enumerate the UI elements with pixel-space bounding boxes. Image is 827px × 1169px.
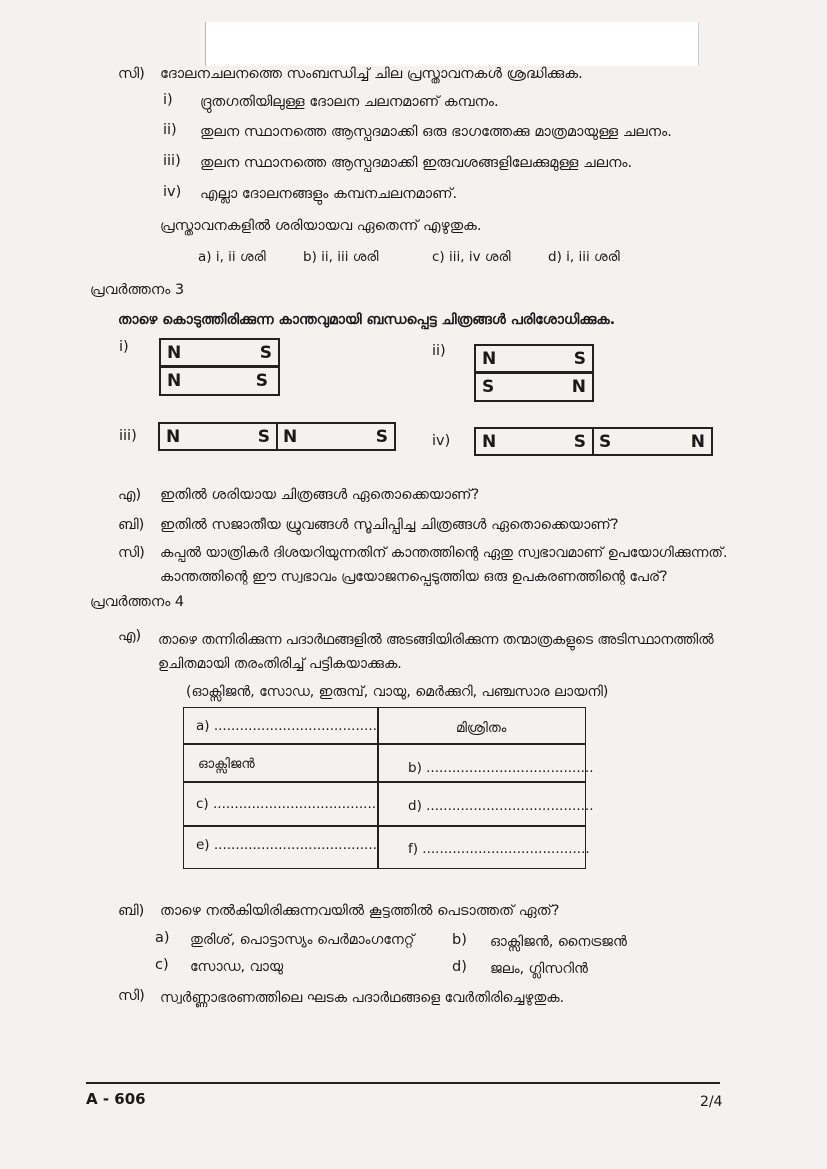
question-label: സി) <box>118 988 145 1004</box>
question-text: ഇതിൽ ശരിയായ ചിത്രങ്ങൾ ഏതൊക്കെയാണ്? <box>160 487 480 503</box>
question-label: ബി) <box>118 517 145 533</box>
magnet-bar <box>474 372 594 402</box>
classification-table <box>183 707 594 869</box>
question-label: എ) <box>118 628 142 644</box>
option-text: തുരിശ്, പൊട്ടാസ്യം പെർമാംഗനേറ്റ് <box>190 932 415 948</box>
q3c-instruction: പ്രസ്താവനകളിൽ ശരിയായവ ഏതെന്ന് എഴുതുക. <box>160 218 482 234</box>
question-text-continued: കാന്തത്തിന്റെ ഈ സ്വഭാവം പ്രയോജനപ്പെടുത്തിയ ഒരു ഉപകരണത്തിന്റെ പേര്? <box>160 569 668 585</box>
table-cell-c: c) ...................................... <box>196 796 377 812</box>
pole-label: S <box>255 371 268 391</box>
option-text: ഓക്സിജൻ, നൈട്രജൻ <box>490 934 627 950</box>
option-a: a) i, ii ശരി <box>198 249 266 265</box>
pole-label: N <box>482 349 497 369</box>
q3c-stem: ദോലനചലനത്തെ സംബന്ധിച്ച് ചില പ്രസ്താവനകൾ ശ്രദ്ധിക്കുക. <box>160 66 583 82</box>
page-number: 2/4 <box>700 1094 723 1110</box>
pole-label: N <box>571 377 586 397</box>
option-num: d) <box>452 959 467 975</box>
pole-label: S <box>573 349 586 369</box>
pole-label: S <box>259 343 272 363</box>
question-text: ഇതിൽ സജാതീയ ധ്രുവങ്ങൾ സൂചിപ്പിച്ച ചിത്രങ്ങൾ ഏതൊക്കെയാണ്? <box>160 517 619 533</box>
option-num: b) <box>452 932 467 948</box>
table-header-mixture: മിശ്രിതം <box>456 720 507 736</box>
pole-label: N <box>166 427 181 447</box>
question-label: സി) <box>118 545 145 561</box>
statement-text: തുലന സ്ഥാനത്തെ ആസ്പദമാക്കി ഒരു ഭാഗത്തേക്കു മാത്രമായുള്ള ചലനം. <box>200 124 672 140</box>
statement-num: iii) <box>163 153 181 169</box>
table-cell-f: f) ....................................... <box>408 841 590 857</box>
statement-num: iv) <box>163 184 182 200</box>
figure-label: iii) <box>119 428 137 444</box>
pole-label: S <box>257 427 270 447</box>
option-c: c) iii, iv ശരി <box>432 249 511 265</box>
figure-label: iv) <box>432 433 451 449</box>
substance-list: (ഓക്സിജൻ, സോഡ, ഇരുമ്പ്, വായു, മെർക്കുറി, പഞ്ചസാര ലായനി) <box>186 684 609 700</box>
statement-text: എല്ലാ ദോലനങ്ങളും കമ്പനചലനമാണ്. <box>200 186 458 202</box>
question-text-continued: ഉചിതമായി തരംതിരിച്ച് പട്ടികയാക്കുക. <box>158 656 402 672</box>
pole-label: N <box>690 432 705 452</box>
pole-label: N <box>167 343 182 363</box>
footer-rule <box>86 1082 720 1084</box>
magnet-bar <box>592 427 713 456</box>
option-num: a) <box>155 930 170 946</box>
magnet-bar <box>158 422 278 451</box>
magnet-bar <box>159 366 280 396</box>
table-cell-e: e) ...................................... <box>196 837 377 853</box>
activity4-title: പ്രവർത്തനം 4 <box>90 594 185 610</box>
statement-text: തുലന സ്ഥാനത്തെ ആസ്പദമാക്കി ഇരുവശങ്ങളിലേക്കുമുള്ള ചലനം. <box>200 155 633 171</box>
question-text: കപ്പൽ യാത്രികർ ദിശയറിയുന്നതിന് കാന്തത്തിന്റെ ഏതു സ്വഭാവമാണ് ഉപയോഗിക്കുന്നത്. <box>160 545 728 561</box>
activity3-title: പ്രവർത്തനം 3 <box>90 282 185 298</box>
statement-num: ii) <box>163 122 177 138</box>
header-blank-box <box>205 22 699 66</box>
figure-label: i) <box>119 339 129 355</box>
question-text: താഴെ തന്നിരിക്കുന്ന പദാർഥങ്ങളിൽ അടങ്ങിയിരിക്കുന്ന തന്മാത്രകളുടെ അടിസ്ഥാനത്തിൽ <box>158 632 714 648</box>
option-d: d) i, iii ശരി <box>548 249 620 265</box>
option-text: സോഡ, വായു <box>190 959 284 975</box>
q3c-label: സി) <box>118 66 145 82</box>
pole-label: S <box>573 432 586 452</box>
option-num: c) <box>155 957 169 973</box>
table-cell-oxygen: ഓക്സിജൻ <box>198 756 255 772</box>
activity3-instruction: താഴെ കൊടുത്തിരിക്കുന്ന കാന്തവുമായി ബന്ധപ്പെട്ട ചിത്രങ്ങൾ പരിശോധിക്കുക. <box>118 312 616 328</box>
pole-label: N <box>283 427 298 447</box>
table-cell-d: d) ....................................... <box>408 798 594 814</box>
question-label: എ) <box>118 487 142 503</box>
statement-text: ദ്രുതഗതിയിലുള്ള ദോലന ചലനമാണ് കമ്പനം. <box>200 94 499 110</box>
question-text: സ്വർണ്ണാഭരണത്തിലെ ഘടക പദാർഥങ്ങളെ വേർതിരിച്ചെഴുതുക. <box>160 990 565 1006</box>
question-label: ബി) <box>118 903 145 919</box>
statement-num: i) <box>163 92 173 108</box>
magnet-bar <box>474 427 594 456</box>
pole-label: N <box>167 371 182 391</box>
pole-label: S <box>375 427 388 447</box>
magnet-bar <box>276 422 396 451</box>
pole-label: S <box>599 432 612 452</box>
paper-code: A - 606 <box>86 1090 146 1108</box>
option-text: ജലം, ഗ്ലിസറിൻ <box>490 961 588 977</box>
option-b: b) ii, iii ശരി <box>303 249 379 265</box>
magnet-bar <box>159 338 280 367</box>
question-text: താഴെ നൽകിയിരിക്കുന്നവയിൽ കൂട്ടത്തിൽ പെടാത്തത് ഏത്? <box>160 903 560 919</box>
magnet-bar <box>474 344 594 373</box>
table-cell-b: b) ....................................... <box>408 760 594 776</box>
figure-label: ii) <box>432 343 446 359</box>
pole-label: N <box>482 432 497 452</box>
pole-label: S <box>482 377 495 397</box>
table-cell-a: a) ...................................... <box>196 718 377 734</box>
